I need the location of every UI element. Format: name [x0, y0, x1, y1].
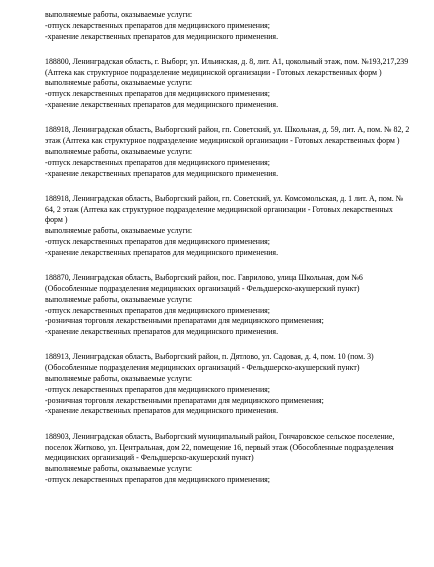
entry-line: -хранение лекарственных препаратов для медицинского применения.: [45, 327, 279, 337]
entry-line: -хранение лекарственных препаратов для медицинского применения.: [45, 406, 279, 416]
license-entry: [45, 194, 410, 259]
entry-line: выполняемые работы, оказываемые услуги:: [45, 374, 193, 384]
license-entry: [45, 273, 410, 338]
entry-line: -отпуск лекарственных препаратов для медицинского применения;: [45, 474, 270, 484]
entry-line: выполняемые работы, оказываемые услуги:: [45, 226, 193, 236]
entry-line: -хранение лекарственных препаратов для медицинского применения.: [45, 168, 279, 178]
document-body: [45, 10, 410, 500]
entry-line: -розничная торговля лекарственными препаратами для медицинского применения;: [45, 395, 324, 405]
entry-line: -отпуск лекарственных препаратов для медицинского применения;: [45, 89, 270, 99]
license-entry: [45, 352, 410, 417]
license-entry: [45, 10, 410, 42]
entry-line: выполняемые работы, оказываемые услуги:: [45, 294, 193, 304]
entry-line: выполняемые работы, оказываемые услуги:: [45, 146, 193, 156]
entry-address: 188800, Ленинградская область, г. Выборг, ул. Ильинская, д. 8, лит. А1, цокольный этаж, пом. №193,217,239 (Аптека как структурное подразделение медицинской организации - Готовых лекарственных форм ): [45, 56, 409, 77]
entry-address: 188870, Ленинградская область, Выборгский район, пос. Гаврилово, улица Школьная, дом №6 (Обособленные подразделения медицинских организаций - Фельдшерско-акушерский пункт): [45, 273, 363, 293]
entry-line: выполняемые работы, оказываемые услуги:: [45, 10, 193, 19]
entry-line: -розничная торговля лекарственными препаратами для медицинского применения;: [45, 316, 324, 326]
entry-address: 188913, Ленинградская область, Выборгский район, п. Дятлово, ул. Садовая, д. 4, пом. 10 (пом. 3) (Обособленные подразделения медицинских организаций - Фельдшерско-акушерский пункт): [45, 352, 374, 373]
license-entry: [45, 125, 410, 179]
entry-line: выполняемые работы, оказываемые услуги:: [45, 464, 193, 474]
entry-line: -отпуск лекарственных препаратов для медицинского применения;: [45, 384, 270, 394]
entry-line: -отпуск лекарственных препаратов для медицинского применения;: [45, 237, 270, 247]
entry-line: -хранение лекарственных препаратов для медицинского применения.: [45, 31, 279, 41]
entry-address: 188918, Ленинградская область, Выборгский район, гп. Советский, ул. Школьная, д. 59, лит. А, пом. № 82, 2 этаж (Аптека как структурное подразделение медицинской организации - Готовых лекарственных форм ): [45, 125, 410, 146]
entry-line: -отпуск лекарственных препаратов для медицинского применения;: [45, 305, 270, 315]
entry-address: 188918, Ленинградская область, Выборгский район, гп. Советский, ул. Комсомольская, д. 1 лит. А, пом. № 64, 2 этаж (Аптека как структурное подразделение медицинской организации - Готовых лекарственных форм ): [45, 193, 404, 225]
entry-line: выполняемые работы, оказываемые услуги:: [45, 78, 193, 88]
license-entry: [45, 432, 410, 486]
entry-address: 188903, Ленинградская область, Выборгский муниципальный район, Гончаровское сельское поселение, поселок Житково, ул. Центральная, дом 22, помещение 16, первый этаж (Обособленные подразделения медицинских организаций - Фельдшерско-акушерский пункт): [45, 431, 395, 463]
entry-line: -отпуск лекарственных препаратов для медицинского применения;: [45, 20, 270, 30]
license-entry: [45, 57, 410, 111]
entry-line: -хранение лекарственных препаратов для медицинского применения.: [45, 100, 279, 110]
entry-line: -отпуск лекарственных препаратов для медицинского применения;: [45, 157, 270, 167]
entry-line: -хранение лекарственных препаратов для медицинского применения.: [45, 247, 279, 257]
